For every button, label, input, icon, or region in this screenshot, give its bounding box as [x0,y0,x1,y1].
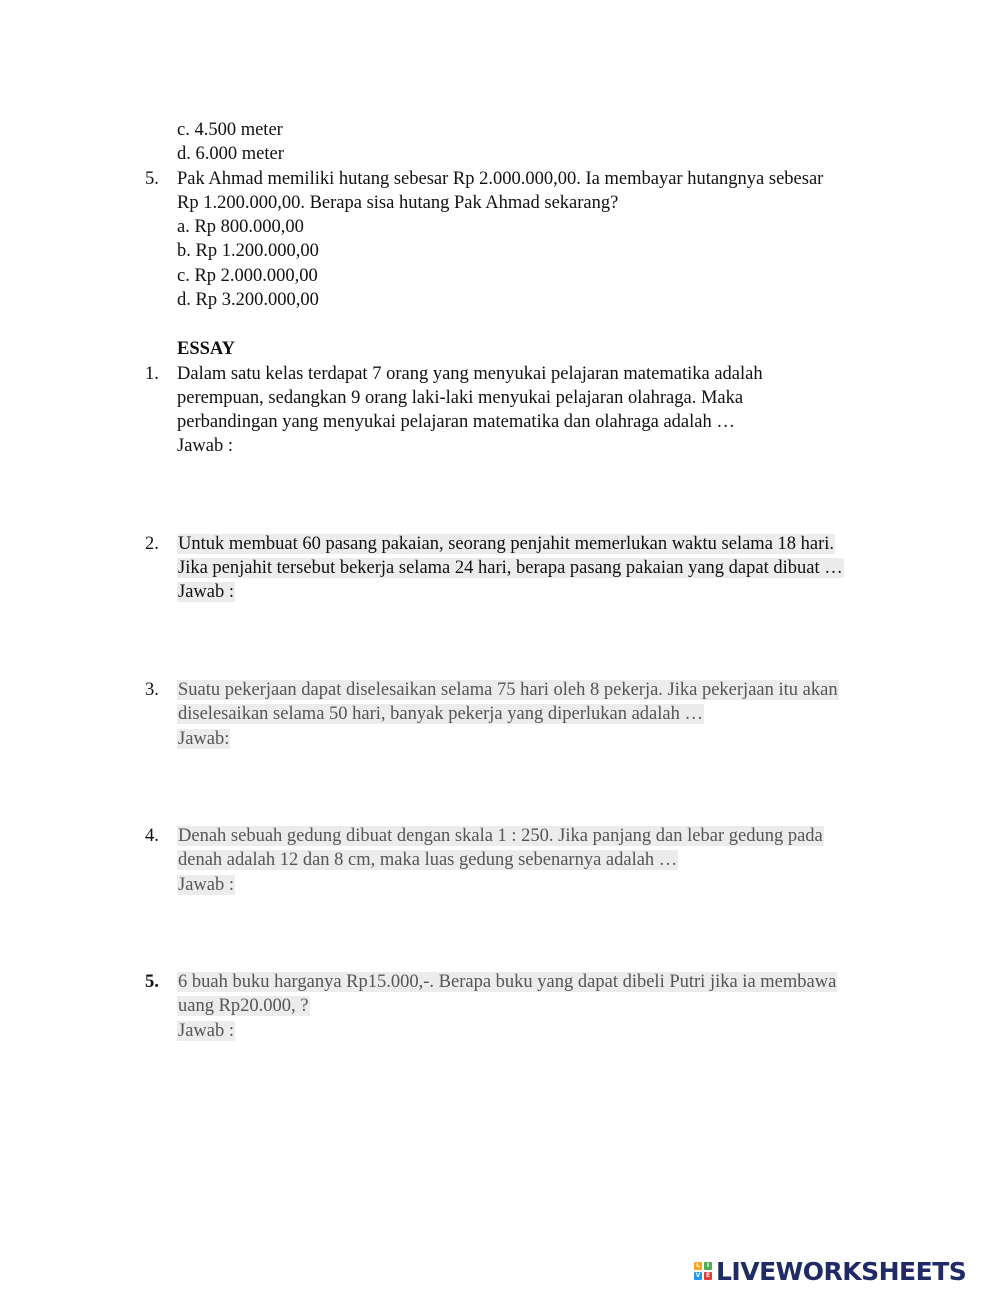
essay-q1-line2: perempuan, sedangkan 9 orang laki-laki menyukai pelajaran olahraga. Maka [177,388,744,408]
essay-q2-line1: Untuk membuat 60 pasang pakaian, seorang penjahit memerlukan waktu selama 18 hari. [178,534,835,554]
mc5-option-c: c. Rp 2.000.000,00 [177,266,318,286]
logo-mark-l: L [694,1262,702,1270]
essay-q3-line1: Suatu pekerjaan dapat diselesaikan selama 75 hari oleh 8 pekerja. Jika pekerjaan itu akan [178,680,838,700]
mc5-option-b: b. Rp 1.200.000,00 [177,241,319,261]
mc5-question-line1: Pak Ahmad memiliki hutang sebesar Rp 2.000.000,00. Ia membayar hutangnya sebesar [177,169,824,189]
mc5-option-a: a. Rp 800.000,00 [177,217,304,237]
liveworksheets-logo-text: LIVEWORKSHEETS [716,1256,967,1286]
essay-q1-answer-label: Jawab : [177,436,233,456]
essay-q5-answer-label: Jawab : [178,1021,234,1041]
essay-q5-line2: uang Rp20.000, ? [178,996,309,1016]
essay-q1-number: 1. [145,364,159,384]
mc4-option-d: d. 6.000 meter [177,144,284,164]
essay-q2-line2: Jika penjahit tersebut bekerja selama 24 hari, berapa pasang pakaian yang dapat dibuat … [178,558,843,578]
liveworksheets-logo [694,1258,966,1284]
essay-q4-number: 4. [145,826,159,846]
essay-q1-line3: perbandingan yang menyukai pelajaran matematika dan olahraga adalah … [177,412,735,432]
logo-mark-v: V [695,1272,701,1279]
mc5-question-line2: Rp 1.200.000,00. Berapa sisa hutang Pak Ahmad sekarang? [177,193,619,213]
essay-q3-number: 3. [145,680,159,700]
essay-q3-line2: diselesaikan selama 50 hari, banyak pekerja yang diperlukan adalah … [178,704,703,724]
essay-q4-line2: denah adalah 12 dan 8 cm, maka luas gedung sebenarnya adalah … [178,850,678,870]
liveworksheets-logo-icon [694,1260,714,1282]
mc5-number: 5. [145,169,159,189]
essay-q5-line1: 6 buah buku harganya Rp15.000,-. Berapa buku yang dapat dibeli Putri jika ia membawa [178,972,837,992]
essay-q4-answer-label: Jawab : [178,875,234,895]
logo-mark-i: I [704,1262,712,1270]
essay-heading: ESSAY [177,339,235,359]
essay-q3-answer-label: Jawab: [178,729,230,749]
logo-mark-e: E [705,1272,711,1279]
essay-q1-line1: Dalam satu kelas terdapat 7 orang yang menyukai pelajaran matematika adalah [177,364,763,384]
mc4-option-c: c. 4.500 meter [177,120,283,140]
essay-q4-line1: Denah sebuah gedung dibuat dengan skala 1 : 250. Jika panjang dan lebar gedung pada [178,826,823,846]
mc5-option-d: d. Rp 3.200.000,00 [177,290,319,310]
essay-q2-number: 2. [145,534,159,554]
essay-q5-number: 5. [145,972,159,992]
essay-q2-answer-label: Jawab : [178,582,234,602]
